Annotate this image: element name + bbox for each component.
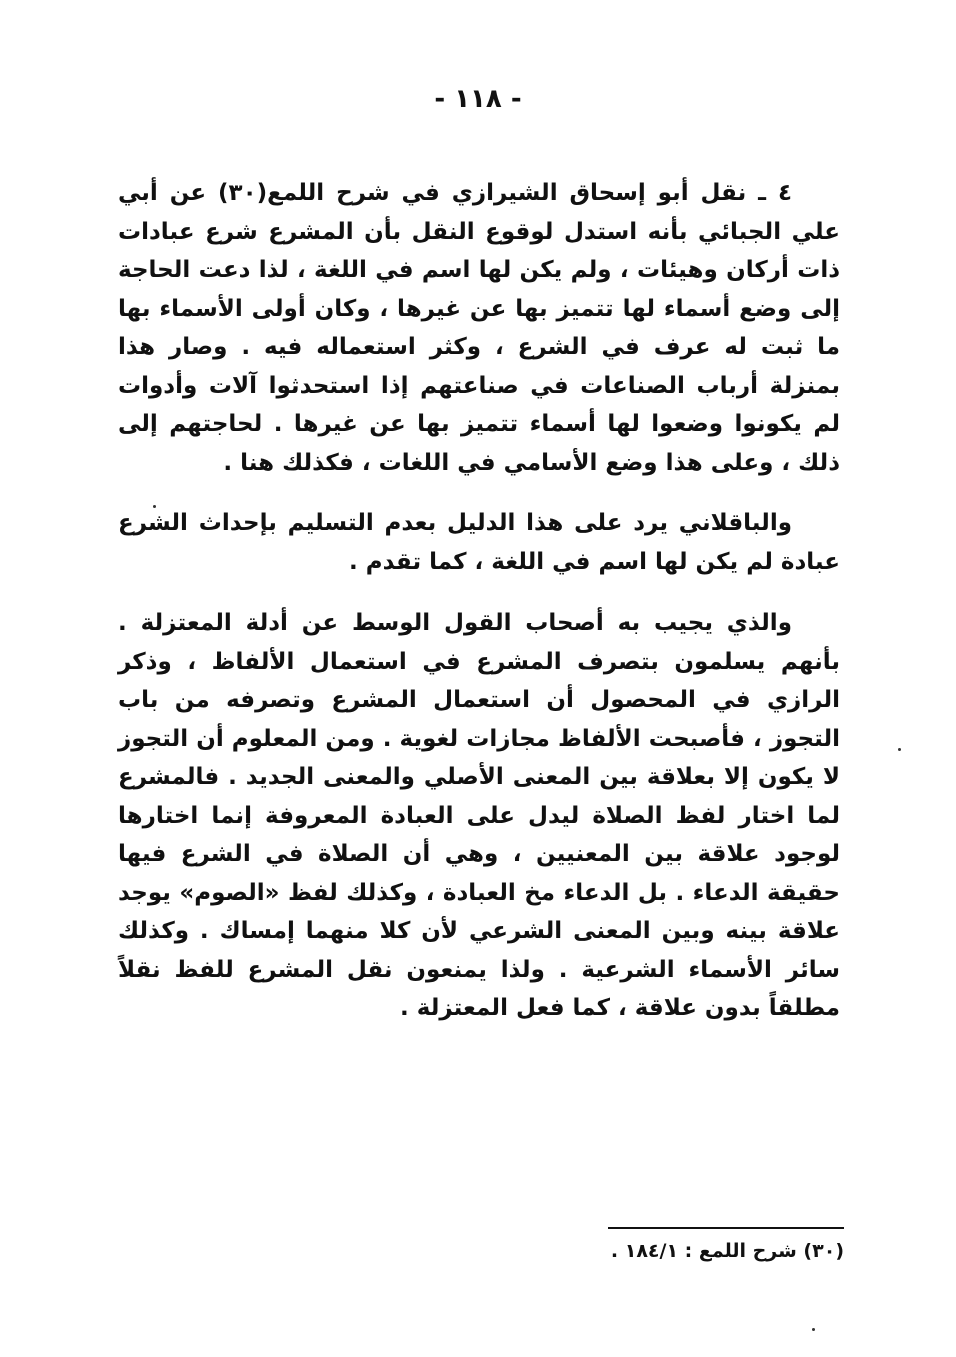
paragraph-middle-view — [118, 604, 840, 1028]
page-number: - ١١٨ - — [434, 84, 522, 114]
scan-speck — [153, 505, 156, 508]
footnote-divider — [608, 1227, 844, 1229]
paragraph-text: والباقلاني يرد على هذا الدليل بعدم التسليم بإحداث الشرع عبادة لم يكن لها اسم في اللغة ، كما تقدم . — [118, 510, 840, 575]
paragraph-text: ٤ ـ نقل أبو إسحاق الشيرازي في شرح اللمع(٣٠) عن أبي علي الجبائي بأنه استدل لوقوع النقل بأن المشرع شرع عبادات ذات أركان وهيئات ، ولم يكن لها اسم في اللغة ، لذا دعت الحاجة إلى وضع أسماء لها تتميز بها عن غيرها ، وكان أولى الأسماء بها ما ثبت له عرف في الشرع ، وكثر استعماله فيه . وصار هذا بمنزلة أرباب الصناعات في صناعتهم إذا استحدثوا آلات وأدوات لم يكونوا وضعوا لها أسماء تتميز بها عن غيرها . لحاجتهم إلى ذلك ، وعلى هذا وضع الأسامي في اللغات ، فكذلك هنا . — [118, 180, 840, 476]
scan-speck — [812, 1328, 815, 1331]
footnote: (٣٠) شرح اللمع : ١٨٤/١ . — [610, 1240, 844, 1262]
scan-speck — [898, 748, 901, 751]
paragraph-text: والذي يجيب به أصحاب القول الوسط عن أدلة المعتزلة . بأنهم يسلمون بتصرف المشرع في استعمال الألفاظ ، وذكر الرازي في المحصول أن استعمال المشرع وتصرفه من باب التجوز ، فأصبحت الألفاظ مجازات لغوية . ومن المعلوم أن التجوز لا يكون إلا بعلاقة بين المعنى الأصلي والمعنى الجديد . فالمشرع لما اختار لفظ الصلاة ليدل على العبادة المعروفة إنما اختارها لوجود علاقة بين المعنيين ، وهي أن الصلاة في الشرع فيها حقيقة الدعاء . بل الدعاء مخ العبادة ، وكذلك لفظ «الصوم» يوجد علاقة بينه وبين المعنى الشرعي لأن كلا منهما إمساك . وكذلك سائر الأسماء الشرعية . ولذا يمنعون نقل المشرع للفظ نقلاً مطلقاً بدون علاقة ، كما فعل المعتزلة . — [118, 610, 840, 1021]
paragraph-baqillani-reply — [118, 504, 840, 581]
paragraph-jubbai-argument — [118, 174, 840, 482]
